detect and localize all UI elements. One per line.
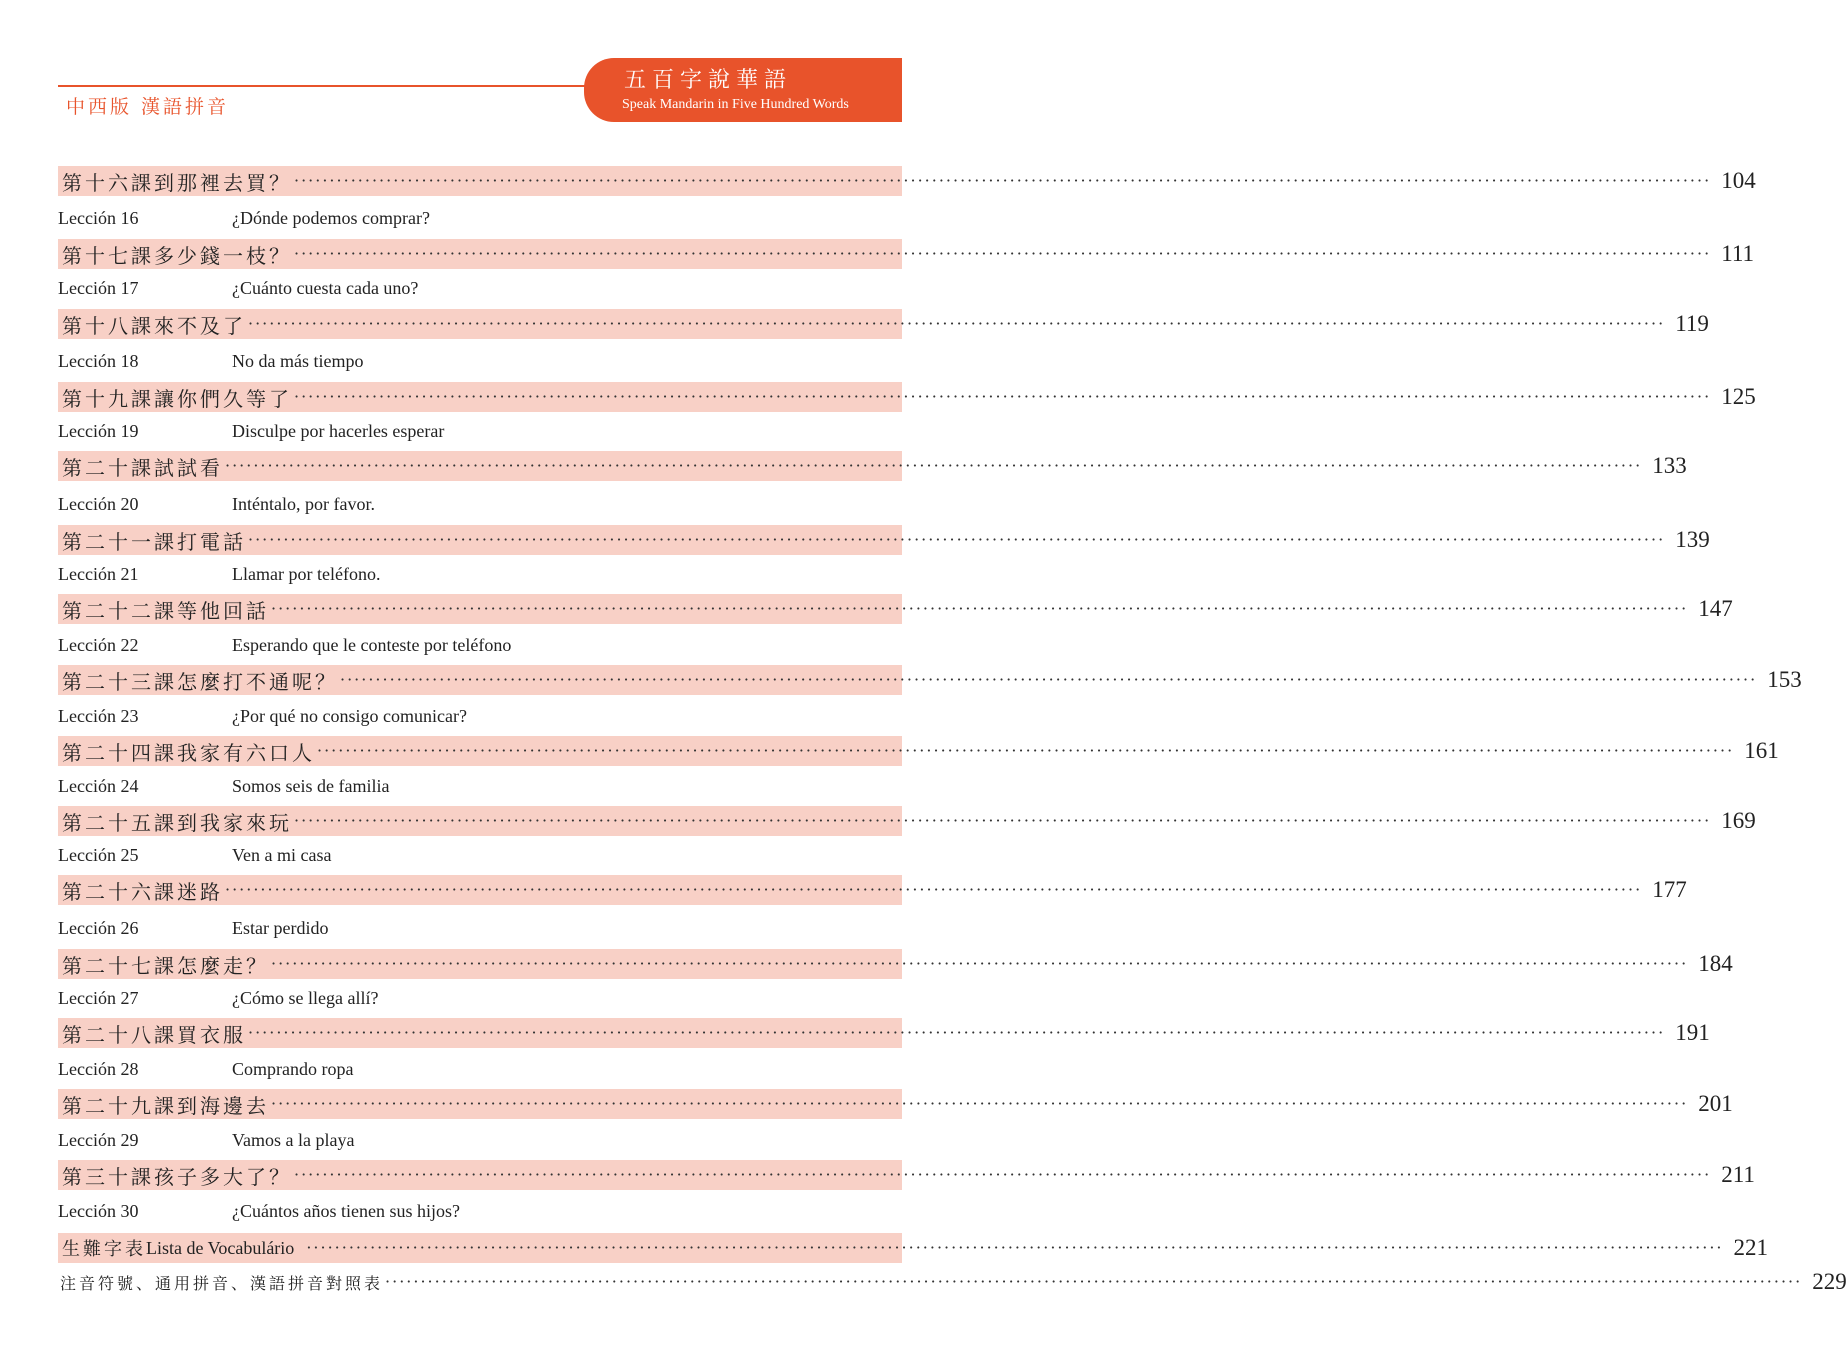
page-number: 133 [1652,453,1687,478]
lesson-number-zh: 第二十七課 [62,953,177,978]
lesson-number-zh: 第二十二課 [62,598,177,623]
lesson-title-zh: 買衣服 [177,1022,246,1047]
lesson-number-zh: 第二十三課 [62,669,177,694]
lesson-number-es: Lección 19 [58,420,139,441]
lesson-title-es: ¿Dónde podemos comprar? [232,207,430,228]
lesson-number-zh: 第三十課 [62,1164,154,1189]
dot-leader: ········································································································································································································ [294,244,1712,263]
page-number: 161 [1744,738,1779,763]
lesson-number-es: Lección 23 [58,705,139,726]
lesson-title-es: ¿Cómo se llega allí? [232,987,379,1008]
dot-leader: ········································································································································································································ [271,599,1689,618]
lesson-title-es: Somos seis de familia [232,775,390,796]
toc-row-es [58,771,902,801]
lesson-number-es: Lección 27 [58,987,139,1008]
dot-leader: ········································································································································································································ [294,387,1712,406]
toc-row-es [58,559,902,589]
lesson-number-zh: 第十七課 [62,243,154,268]
toc-row-zh [58,451,1687,481]
lesson-number-es: Lección 20 [58,493,139,514]
page-number: 229 [1812,1269,1847,1294]
toc-row-es [58,273,902,303]
toc-row-es [58,416,902,446]
toc-row-zh [58,736,1779,766]
page-number: 139 [1675,527,1710,552]
lesson-number-zh: 第十六課 [62,170,154,195]
appendix-label: 注音符號、通用拼音、漢語拼音對照表 [60,1273,384,1293]
lesson-title-es: Ven a mi casa [232,844,332,865]
lesson-number-es: Lección 18 [58,350,139,371]
page-number: 184 [1698,951,1733,976]
dot-leader: ········································································································································································································ [225,456,1643,475]
toc-row-appendix [58,1267,1847,1297]
lesson-title-zh: 打電話 [177,529,246,554]
dot-leader: ········································································································································································································ [317,741,1735,760]
page-number: 177 [1652,877,1687,902]
lesson-number-zh: 第二十八課 [62,1022,177,1047]
lesson-title-zh: 迷路 [177,879,223,904]
lesson-title-zh: 到那裡去買？ [154,170,292,195]
toc-row-zh [58,594,1733,624]
dot-leader: ········································································································································································································ [294,811,1712,830]
lesson-title-es: No da más tiempo [232,350,364,371]
toc-row-es [58,1125,902,1155]
lesson-title-zh: 我家有六口人 [177,740,315,765]
page-number: 201 [1698,1091,1733,1116]
toc-row-zh [58,166,1756,196]
lesson-number-zh: 第二十五課 [62,810,177,835]
lesson-title-es: Vamos a la playa [232,1129,355,1150]
toc-row-es [58,1054,902,1084]
lesson-title-es: ¿Cuántos años tienen sus hijos? [232,1200,460,1221]
page-number: 221 [1733,1235,1768,1260]
lesson-number-zh: 第二十一課 [62,529,177,554]
toc-row-zh [58,1160,1755,1190]
lesson-number-es: Lección 28 [58,1058,139,1079]
lesson-number-zh: 第二十四課 [62,740,177,765]
lesson-title-es: ¿Cuánto cuesta cada uno? [232,277,419,298]
lesson-title-es: Disculpe por hacerles esperar [232,420,445,441]
lesson-title-zh: 多少錢一枝？ [154,243,292,268]
lesson-title-es: Esperando que le conteste por teléfono [232,634,512,655]
dot-leader: ········································································································································································································ [385,1272,1803,1291]
toc-row-zh [58,875,1687,905]
dot-leader: ········································································································································································································ [271,1094,1689,1113]
dot-leader: ········································································································································································································ [225,880,1643,899]
toc-row-zh [58,1089,1733,1119]
toc-row-es [58,489,902,519]
toc-row-zh [58,806,1756,836]
toc-row-es [58,346,902,376]
lesson-title-es: Llamar por teléfono. [232,563,381,584]
lesson-number-es: Lección 17 [58,277,139,298]
page-number: 104 [1721,168,1756,193]
toc-row-zh [58,239,1754,269]
lesson-number-es: Lección 21 [58,563,139,584]
toc-row-es [58,1196,902,1226]
toc-row-vocabulary [58,1233,1768,1263]
vocabulary-label-zh: 生難字表 [62,1239,146,1260]
lesson-title-zh: 怎麼走？ [177,953,269,978]
toc-row-zh [58,309,1709,339]
page-number: 191 [1675,1020,1710,1045]
lesson-number-es: Lección 30 [58,1200,139,1221]
lesson-title-zh: 試試看 [154,455,223,480]
toc-row-es [58,701,902,731]
toc-row-zh [58,525,1710,555]
header-left-title: 中西版 漢語拼音 [66,96,230,118]
dot-leader: ········································································································································································································ [340,670,1758,689]
lesson-number-zh: 第二十六課 [62,879,177,904]
dot-leader: ········································································································································································································ [294,171,1712,190]
dot-leader: ········································································································································································································ [248,314,1666,333]
page-number: 125 [1721,384,1756,409]
page-number: 211 [1721,1162,1755,1187]
lesson-title-zh: 怎麼打不通呢？ [177,669,338,694]
book-title-zh: 五百字說華語 [624,68,793,93]
lesson-title-es: Comprando ropa [232,1058,354,1079]
toc-row-zh [58,1018,1710,1048]
vocabulary-title: Lista de Vocabulário [146,1237,295,1258]
lesson-number-es: Lección 24 [58,775,139,796]
toc-row-es [58,913,902,943]
dot-leader: ········································································································································································································ [248,530,1666,549]
header-rule [58,85,598,87]
page-number: 147 [1698,596,1733,621]
lesson-number-es: Lección 22 [58,634,139,655]
dot-leader: ········································································································································································································ [271,954,1689,973]
toc-row-zh [58,949,1733,979]
lesson-number-es: Lección 26 [58,917,139,938]
header-book-title-tab [584,58,902,122]
lesson-number-es: Lección 29 [58,1129,139,1150]
lesson-number-zh: 第十八課 [62,313,154,338]
lesson-number-zh: 第二十九課 [62,1093,177,1118]
lesson-title-zh: 到我家來玩 [177,810,292,835]
lesson-title-zh: 讓你們久等了 [154,386,292,411]
lesson-number-zh: 第十九課 [62,386,154,411]
dot-leader: ········································································································································································································ [248,1023,1666,1042]
toc-row-zh [58,665,1802,695]
toc-row-es [58,840,902,870]
lesson-number-es: Lección 25 [58,844,139,865]
toc-row-es [58,630,902,660]
dot-leader: ········································································································································································································ [294,1165,1712,1184]
page-number: 119 [1675,311,1709,336]
lesson-title-zh: 孩子多大了？ [154,1164,292,1189]
page-number: 153 [1767,667,1802,692]
lesson-number-zh: 第二十課 [62,455,154,480]
toc-row-zh [58,382,1756,412]
lesson-title-es: Estar perdido [232,917,329,938]
lesson-title-zh: 到海邊去 [177,1093,269,1118]
page-number: 111 [1721,241,1754,266]
lesson-title-es: Inténtalo, por favor. [232,493,375,514]
dot-leader: ········································································································································································································ [306,1238,1724,1257]
lesson-title-zh: 等他回話 [177,598,269,623]
toc-row-es [58,983,902,1013]
page-number: 169 [1721,808,1756,833]
lesson-title-zh: 來不及了 [154,313,246,338]
toc-row-es [58,203,902,233]
lesson-title-es: ¿Por qué no consigo comunicar? [232,705,467,726]
lesson-number-es: Lección 16 [58,207,139,228]
book-title-en: Speak Mandarin in Five Hundred Words [622,97,849,112]
